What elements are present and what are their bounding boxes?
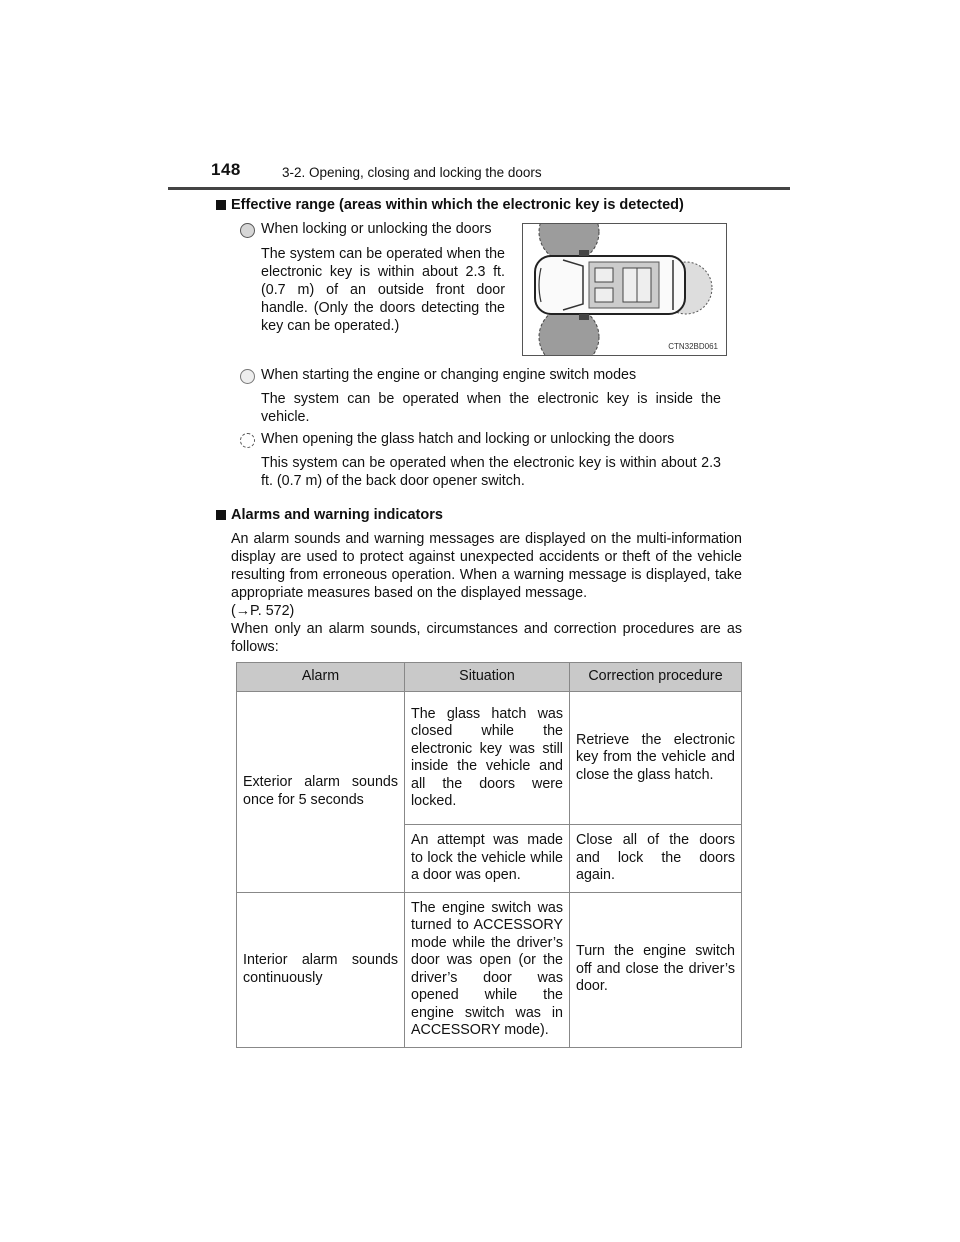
mirror-right	[579, 314, 589, 320]
item-title: When locking or unlocking the doors	[261, 221, 492, 237]
vehicle-top-view-figure	[523, 224, 726, 355]
item-body: The system can be operated when the electronic key is within about 2.3 ft. (0.7 m) of an outside front door handle. (Only the doors detecting the key can be operated.)	[261, 246, 505, 334]
alarms-para-text: An alarm sounds and warning messages are displayed on the multi-information display are used to protect against unexpected accidents or theft of the vehicle resulting from erroneous operation. When a warning message is displayed, take appropriate measures based on the displayed message.	[231, 531, 742, 601]
situation-cell: The glass hatch was closed while the electronic key was still inside the vehicle and all the doors were locked.	[405, 692, 570, 825]
heading-text: Alarms and warning indicators	[231, 507, 443, 523]
table-row	[237, 892, 742, 1047]
column-header-correction: Correction procedure	[570, 663, 742, 692]
correction-cell: Close all of the doors and lock the doors again.	[570, 825, 742, 893]
alarms-paragraph-2: When only an alarm sounds, circumstances and correction procedures are as follows:	[231, 621, 742, 655]
alarms-heading	[216, 507, 443, 523]
section-title: 3-2. Opening, closing and locking the doors	[282, 165, 542, 180]
square-bullet-icon	[216, 200, 226, 210]
zone-light-circle-icon	[240, 369, 255, 384]
item-title: When opening the glass hatch and locking or unlocking the doors	[261, 431, 675, 447]
page-reference: (→P. 572)	[231, 603, 295, 619]
item-body: This system can be operated when the electronic key is within about 2.3 ft. (0.7 m) of the back door opener switch.	[261, 455, 721, 489]
column-header-alarm: Alarm	[237, 663, 405, 692]
effective-range-heading	[216, 197, 684, 213]
zone-shaded-circle-icon	[240, 223, 255, 238]
figure-code: CTN32BD061	[668, 342, 718, 351]
front-seat-right	[595, 288, 613, 302]
table-header-row	[237, 663, 742, 692]
alarm-table	[236, 662, 742, 1048]
correction-cell: Turn the engine switch off and close the driver’s door.	[570, 892, 742, 1047]
column-header-situation: Situation	[405, 663, 570, 692]
zone-dashed-circle-icon	[240, 433, 255, 448]
header-rule	[168, 187, 790, 190]
table-row	[237, 692, 742, 825]
item-body: The system can be operated when the electronic key is inside the vehicle.	[261, 391, 721, 425]
alarm-cell: Exterior alarm sounds once for 5 seconds	[237, 692, 405, 893]
alarm-cell: Interior alarm sounds continuously	[237, 892, 405, 1047]
mirror-left	[579, 250, 589, 256]
situation-cell: The engine switch was turned to ACCESSORY mode while the driver’s door was open (or the driver’s door was opened while the engine switch was in ACCESSORY mode).	[405, 892, 570, 1047]
page-number: 148	[211, 160, 241, 179]
square-bullet-icon	[216, 510, 226, 520]
vehicle-detection-diagram	[522, 223, 727, 356]
front-seat-left	[595, 268, 613, 282]
correction-cell: Retrieve the electronic key from the vehicle and close the glass hatch.	[570, 692, 742, 825]
heading-text: Effective range (areas within which the electronic key is detected)	[231, 197, 684, 213]
item-title: When starting the engine or changing engine switch modes	[261, 367, 637, 383]
situation-cell: An attempt was made to lock the vehicle while a door was open.	[405, 825, 570, 893]
alarms-paragraph	[231, 530, 742, 620]
